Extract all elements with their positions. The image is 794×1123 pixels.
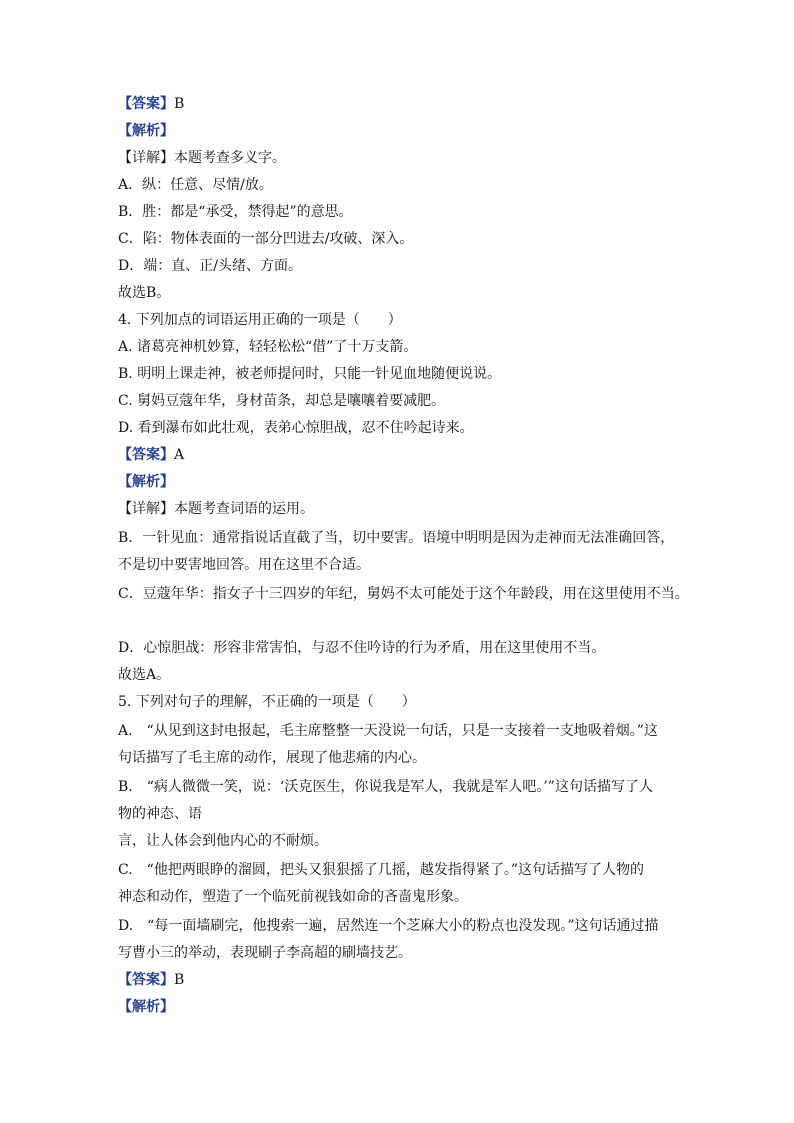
text-line xyxy=(118,638,605,658)
text-line: C. 舅妈豆蔻年华，身材苗条，却总是嚷嚷着要减肥。 xyxy=(118,393,446,409)
text-line: 【详解】本题考查词语的运用。 xyxy=(118,501,314,517)
answer-value: B xyxy=(174,96,185,112)
question-stem xyxy=(118,692,416,712)
text-line: D．端：直、正/头绪、方面。 xyxy=(118,258,302,274)
text-line: 5. 下列对句子的理解，不正确的一项是（ ） xyxy=(118,694,416,710)
question-stem xyxy=(118,310,402,330)
text-line: A．纵：任意、尽情/放。 xyxy=(118,177,273,193)
option-line xyxy=(118,721,658,741)
text-line: 神态和动作，塑造了一个临死前视钱如命的吝啬鬼形象。 xyxy=(118,889,468,905)
text-line xyxy=(118,202,353,222)
answer-value: B xyxy=(174,972,185,988)
text-line xyxy=(118,148,286,168)
text-line: 写曹小三的举动，表现刷子李高超的刷墙技艺。 xyxy=(118,945,412,961)
answer-line xyxy=(118,970,184,990)
text-line xyxy=(118,943,412,963)
text-line: C．豆蔻年华：指女子十三四岁的年纪，舅妈不太可能处于这个年龄段，用在这里使用不当。 xyxy=(118,586,689,602)
text-line: A. 诸葛亮神机妙算，轻轻松松“借”了十万支箭。 xyxy=(118,339,418,355)
analysis-line xyxy=(118,997,174,1017)
text-line: B．胜：都是“承受，禁得起”的意思。 xyxy=(118,204,353,220)
option-line xyxy=(118,916,659,936)
analysis-tag: 【解析】 xyxy=(118,123,174,139)
text-line: D. 看到瀑布如此壮观，表弟心惊胆战，忍不住吟起诗来。 xyxy=(118,420,474,436)
answer-tag: 【答案】 xyxy=(118,447,174,463)
analysis-line xyxy=(118,472,174,492)
text-line: C．陷：物体表面的一部分凹进去/攻破、深入。 xyxy=(118,231,414,247)
text-line xyxy=(118,584,689,604)
text-line xyxy=(118,748,426,768)
option-line xyxy=(118,777,653,797)
text-line xyxy=(118,528,674,548)
text-line: B．一针见血：通常指说话直截了当，切中要害。语境中明明是因为走神而无法准确回答， xyxy=(118,530,675,546)
text-line: B. “病人微微一笑，说：‘沃克医生，你说我是军人，我就是军人吧。’”这句话描写了人 xyxy=(118,779,653,795)
text-line xyxy=(118,499,314,519)
text-line xyxy=(118,256,302,276)
text-line: A. “从见到这封电报起，毛主席整整一天没说一句话，只是一支接着一支地吸着烟。”这 xyxy=(118,723,658,739)
text-line: 言，让人体会到他内心的不耐烦。 xyxy=(118,833,328,849)
option-line xyxy=(118,860,644,880)
text-line: 4. 下列加点的词语运用正确的一项是（ ） xyxy=(118,312,402,328)
text-line xyxy=(118,283,170,303)
text-line: 【详解】本题考查多义字。 xyxy=(118,150,286,166)
answer-line xyxy=(118,445,184,465)
option-line xyxy=(118,391,445,411)
text-line: D. “每一面墙刷完，他搜索一遍，居然连一个芝麻大小的粉点也没发现。”这句话通过描 xyxy=(118,918,659,934)
text-line: 故选B。 xyxy=(118,285,171,301)
text-line: 故选A。 xyxy=(118,667,171,683)
option-line xyxy=(118,337,417,357)
text-line: D．心惊胆战：形容非常害怕，与忍不住吟诗的行为矛盾，用在这里使用不当。 xyxy=(118,640,606,656)
text-line: C. “他把两眼睁的溜圆，把头又狠狠摇了几摇，越发指得紧了。”这句话描写了人物的 xyxy=(118,862,644,878)
answer-tag: 【答案】 xyxy=(118,972,174,988)
text-line xyxy=(118,175,273,195)
analysis-line xyxy=(118,121,174,141)
text-line: 句话描写了毛主席的动作，展现了他悲痛的内心。 xyxy=(118,750,426,766)
text-line xyxy=(118,831,328,851)
text-line xyxy=(118,804,202,824)
analysis-tag: 【解析】 xyxy=(118,999,174,1015)
text-line: 不是切中要害地回答。用在这里不合适。 xyxy=(118,557,370,573)
analysis-tag: 【解析】 xyxy=(118,474,174,490)
answer-tag: 【答案】 xyxy=(118,96,174,112)
answer-line xyxy=(118,94,184,114)
text-line xyxy=(118,887,468,907)
text-line xyxy=(118,229,413,249)
text-line xyxy=(118,555,370,575)
option-line xyxy=(118,418,474,438)
option-line xyxy=(118,364,501,384)
text-line: B. 明明上课走神，被老师提问时，只能一针见血地随便说说。 xyxy=(118,366,502,382)
text-line: 物的神态、语 xyxy=(118,806,202,822)
text-line xyxy=(118,665,170,685)
answer-value: A xyxy=(174,447,185,463)
